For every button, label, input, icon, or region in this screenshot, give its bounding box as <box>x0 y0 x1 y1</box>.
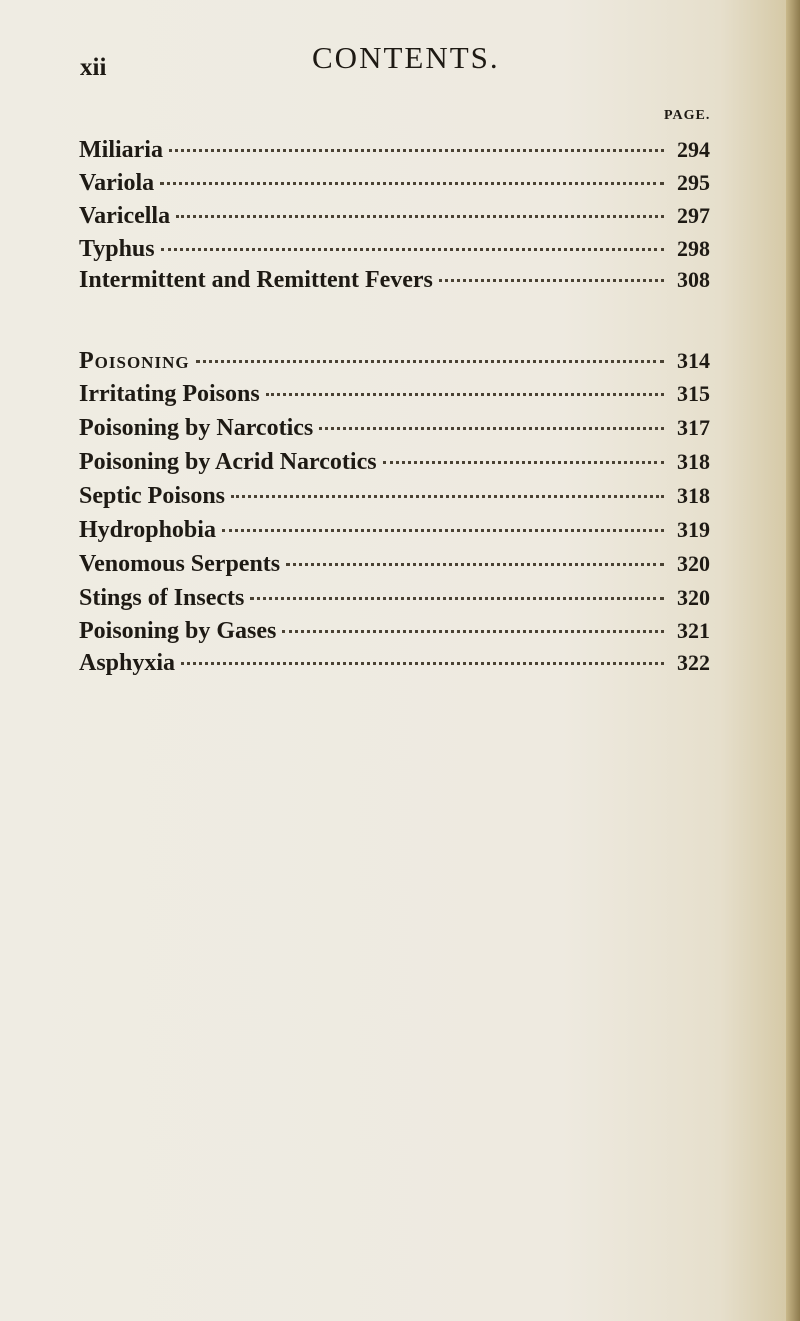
dot-leader <box>196 360 664 363</box>
toc-entry-title: Poisoning by Gases <box>79 618 277 644</box>
dot-leader <box>319 427 664 430</box>
toc-entry[interactable] <box>79 449 710 476</box>
toc-entry[interactable] <box>79 170 710 197</box>
toc-entry-page: 298 <box>677 236 710 261</box>
toc-entry[interactable] <box>79 137 710 164</box>
toc-entry[interactable] <box>79 381 710 408</box>
toc-entry-title: Varicella <box>79 203 171 229</box>
toc-entry-page: 318 <box>677 449 710 474</box>
toc-entry-title: Poisoning by Acrid Narcotics <box>79 449 377 475</box>
toc-entry-page: 297 <box>677 203 710 228</box>
dot-leader <box>161 248 664 251</box>
toc-entry[interactable] <box>79 517 710 544</box>
toc-entry[interactable] <box>79 551 710 578</box>
toc-entry[interactable] <box>79 415 710 442</box>
toc-entry[interactable] <box>79 618 710 645</box>
page-folio: xii <box>80 54 107 81</box>
toc-entry-page: 320 <box>677 585 710 610</box>
toc-entry-title: Irritating Poisons <box>79 381 260 407</box>
toc-entry[interactable] <box>79 203 710 230</box>
toc-entry-page: 319 <box>677 517 710 542</box>
toc-entry-title: Asphyxia <box>79 650 176 676</box>
toc-entry-title: Venomous Serpents <box>79 551 281 577</box>
toc-entry-title: Intermittent and Remittent Fevers <box>79 267 433 293</box>
dot-leader <box>169 149 664 152</box>
dot-leader <box>286 563 664 566</box>
toc-entry-title: Hydrophobia <box>79 517 216 543</box>
toc-entry-page: 294 <box>677 137 710 162</box>
dot-leader <box>222 529 664 532</box>
toc-entry[interactable] <box>79 483 710 510</box>
toc-entry-title: Variola <box>79 170 155 196</box>
toc-entry-page: 320 <box>677 551 710 576</box>
toc-entry[interactable] <box>79 267 710 294</box>
toc-entry-title: Miliaria <box>79 137 163 163</box>
dot-leader <box>383 461 664 464</box>
page-column-label: PAGE. <box>664 108 711 123</box>
toc-entry-page: 315 <box>677 381 710 406</box>
dot-leader <box>181 662 664 665</box>
toc-entry-page: 317 <box>677 415 710 440</box>
page-edge-shadow <box>786 0 800 1321</box>
toc-entry[interactable] <box>79 650 710 677</box>
toc-entry-title: Typhus <box>79 236 155 262</box>
toc-entry-title: Poisoning by Narcotics <box>79 415 314 441</box>
toc-entry-title: Septic Poisons <box>79 483 226 509</box>
running-header-title: CONTENTS. <box>312 40 500 75</box>
dot-leader <box>176 215 664 218</box>
toc-entry-title: Poisoning <box>79 348 190 374</box>
dot-leader <box>231 495 664 498</box>
toc-entry[interactable] <box>79 236 710 263</box>
toc-entry-page: 322 <box>677 650 710 675</box>
dot-leader <box>439 279 664 282</box>
dot-leader <box>266 393 664 396</box>
dot-leader <box>282 630 664 633</box>
dot-leader <box>160 182 664 185</box>
toc-entry-page: 314 <box>677 348 710 373</box>
toc-entry[interactable] <box>79 585 710 612</box>
toc-entry-page: 295 <box>677 170 710 195</box>
toc-entry-page: 308 <box>677 267 710 292</box>
toc-entry-page: 321 <box>677 618 710 643</box>
toc-entry[interactable] <box>79 348 710 375</box>
toc-entry-page: 318 <box>677 483 710 508</box>
toc-entry-title: Stings of Insects <box>79 585 245 611</box>
dot-leader <box>250 597 664 600</box>
